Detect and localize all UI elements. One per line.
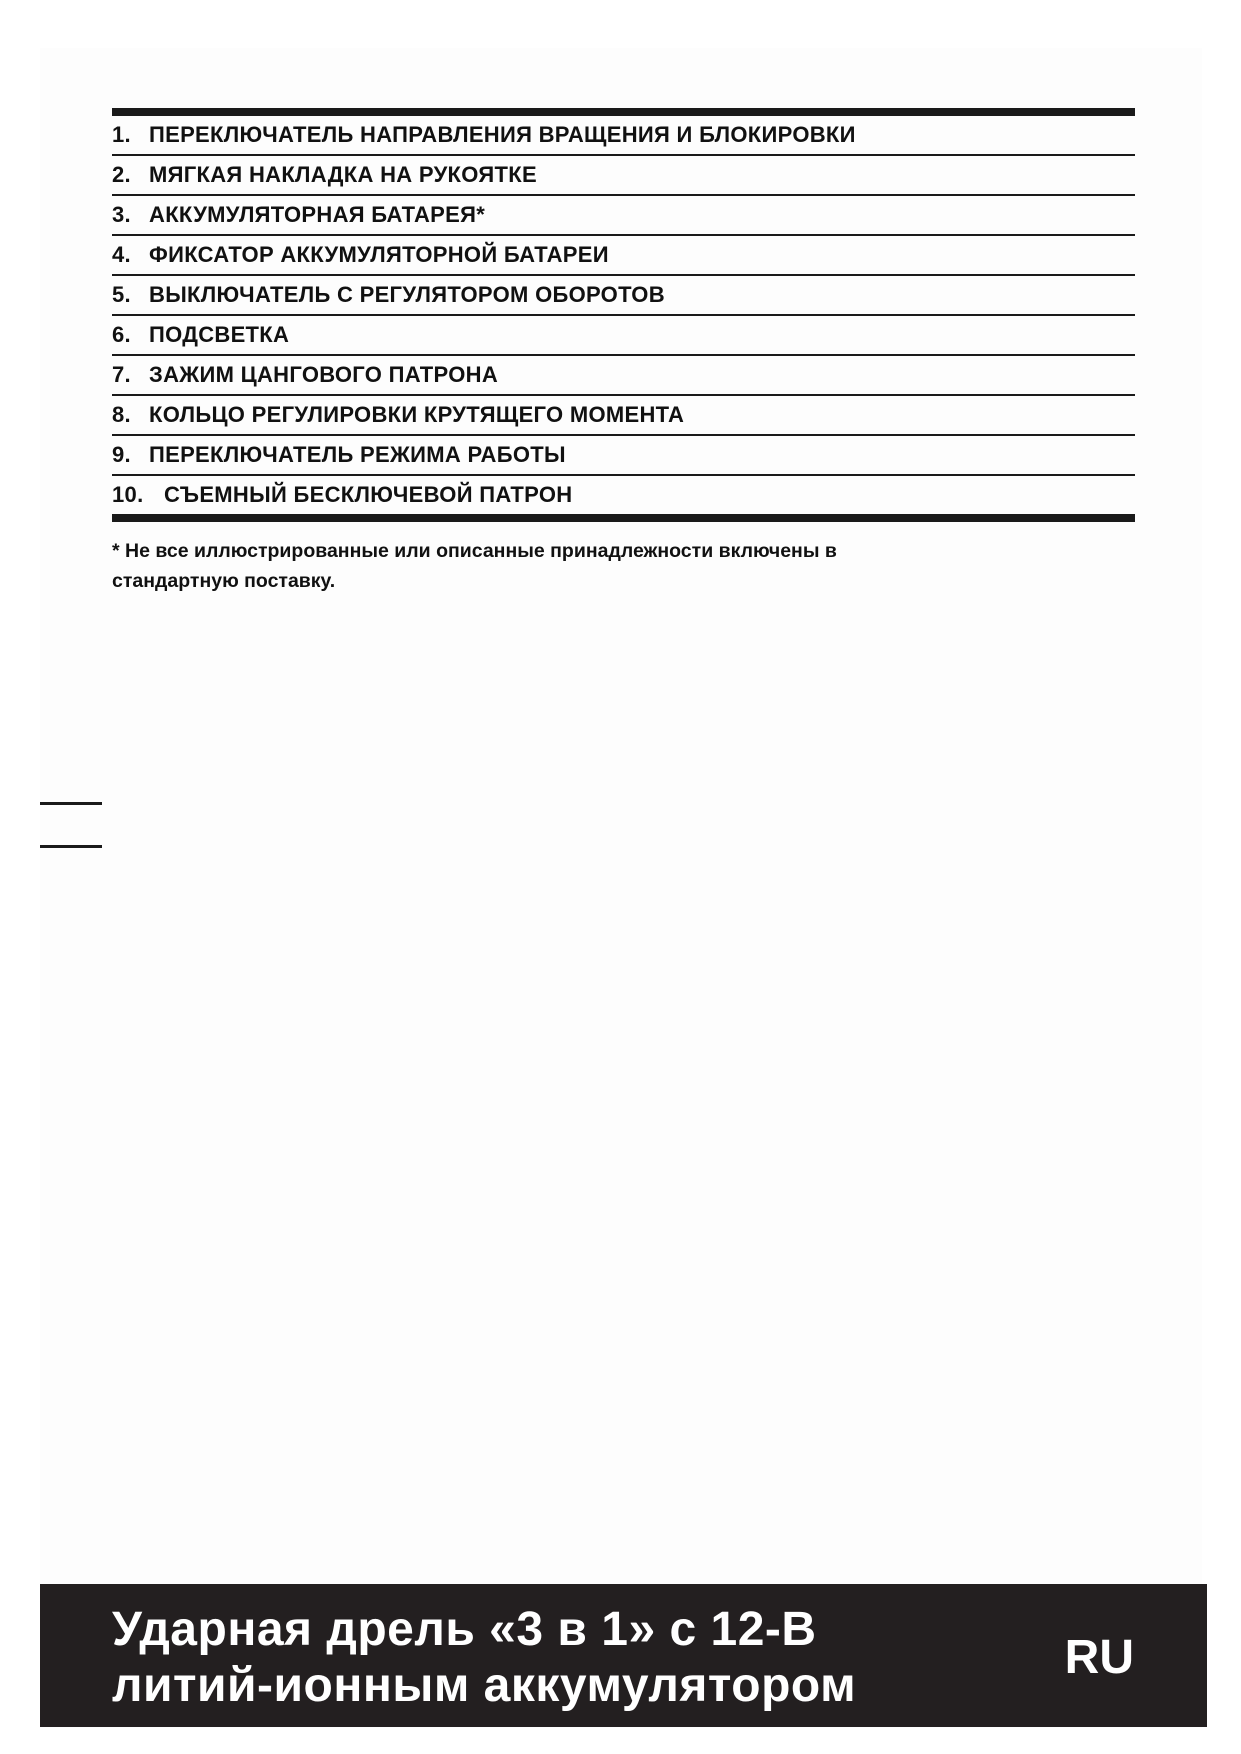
list-item [112, 396, 1135, 436]
product-title-line-2: литий-ионным аккумулятором [112, 1659, 857, 1712]
item-label: ПЕРЕКЛЮЧАТЕЛЬ РЕЖИМА РАБОТЫ [149, 442, 566, 467]
list-item [112, 316, 1135, 356]
footnote-line-1: * Не все иллюстрированные или описанные принадлежности включены в [112, 540, 837, 562]
margin-mark [40, 802, 102, 805]
title-band [40, 1584, 1207, 1727]
language-code: RU [1064, 1631, 1134, 1684]
parts-list [112, 108, 1135, 522]
item-label: ФИКСАТОР АККУМУЛЯТОРНОЙ БАТАРЕИ [149, 242, 609, 267]
list-item [112, 196, 1135, 236]
item-number: 5. [112, 282, 131, 307]
item-number: 1. [112, 122, 131, 147]
list-item [112, 116, 1135, 156]
footnote [112, 536, 1112, 596]
footnote-line-2: стандартную поставку. [112, 570, 336, 592]
margin-mark [40, 845, 102, 848]
item-number: 10. [112, 482, 144, 507]
item-label: СЪЕМНЫЙ БЕСКЛЮЧЕВОЙ ПАТРОН [164, 482, 573, 507]
item-number: 7. [112, 362, 131, 387]
item-label: МЯГКАЯ НАКЛАДКА НА РУКОЯТКЕ [149, 162, 537, 187]
item-number: 8. [112, 402, 131, 427]
product-title [112, 1602, 856, 1714]
item-number: 3. [112, 202, 131, 227]
list-item [112, 156, 1135, 196]
item-label: КОЛЬЦО РЕГУЛИРОВКИ КРУТЯЩЕГО МОМЕНТА [149, 402, 685, 427]
item-number: 4. [112, 242, 131, 267]
item-number: 6. [112, 322, 131, 347]
list-item [112, 356, 1135, 396]
item-number: 9. [112, 442, 131, 467]
list-item [112, 276, 1135, 316]
item-label: ПЕРЕКЛЮЧАТЕЛЬ НАПРАВЛЕНИЯ ВРАЩЕНИЯ И БЛОКИРОВКИ [149, 122, 856, 147]
item-label: ПОДСВЕТКА [149, 322, 290, 347]
item-label: АККУМУЛЯТОРНАЯ БАТАРЕЯ* [149, 202, 486, 227]
item-label: ЗАЖИМ ЦАНГОВОГО ПАТРОНА [149, 362, 499, 387]
item-number: 2. [112, 162, 131, 187]
product-title-line-1: Ударная дрель «3 в 1» с 12-В [112, 1603, 817, 1656]
list-item [112, 476, 1135, 514]
item-label: ВЫКЛЮЧАТЕЛЬ С РЕГУЛЯТОРОМ ОБОРОТОВ [149, 282, 665, 307]
list-item [112, 236, 1135, 276]
list-item [112, 436, 1135, 476]
